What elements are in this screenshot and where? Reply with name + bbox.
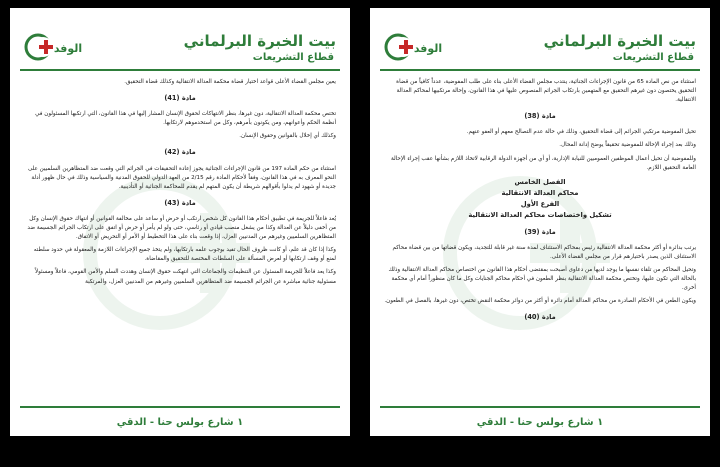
footer-divider [20,406,340,408]
section-heading: تشكيل واختصاصات محاكم العدالة الانتقالية [468,210,612,219]
wafd-logo [384,32,442,62]
svg-text:الوفد: الوفد [413,42,442,55]
header-title: بيت الخبرة البرلماني [543,32,696,50]
section-heading: الفرع الأول [520,199,560,208]
paragraph: وتحيل المحاكم من تلقاء نفسها ما يوجد لديها من دعاوى أصبحت بمقتضى أحكام هذا القانون من اختصاص محاكم العدالة الانتقالية وذلك بالحالة التي تكون عليها، وتختص محكمة العدالة الانتقالية بنظر الطعون في أحكام محاكم الجنايات وكل ما كان منظوراً أمام أي محكمة أخرى. [388,267,696,292]
paragraph: وكذلك أي إخلال بالقوانين وحقوق الإنسان. [239,133,336,140]
paragraph: استثناء من حكم المادة 197 من قانون الإجراءات الجنائية يجوز إعادة التحقيقات في الجرائم التي وقعت ضد المتظاهرين السلميين على النحو المعرف به في هذا القانون، وفقاً لأحكام المادة رقم 2/15 من العهد الدولي للحقوق المدنية والسياسية وذلك في حال ظهور أدلة جديدة أو شهود لم يدلوا بأقوالهم شريطة أن يكون المتهم لم يقدم للمحاكمة الجنائية أو التأديبية. [27,165,336,190]
section-heading: محاكم العدالة الانتقالية [501,188,579,197]
paragraph: استثناء من نص المادة 65 من قانون الإجراءات الجنائية، ينتدب مجلس القضاء الأعلى بناء على طلب المفوضية، عدداً كافياً من قضاة التحقيق يختصون دون غيرهم التحقيق مع المتهمين بارتكاب الجرائم المنصوص عليها في هذا القانون، وإحالة مرتكبيها لمحاكم العدالة الانتقالية. [396,79,696,104]
article-heading: مادة (42) [164,148,196,157]
header-subtitle: قطاع التشريعات [612,52,694,63]
paragraph: وكذا يعد فاعلاً للجريمة المسئول عن التنظيمات والجماعات التي انتهكت حقوق الإنسان وهددت السلم والأمن القومي، فاعلاً ومسئولاً مسئولية جنائية مباشرة عن الجرائم الجسيمة ضد المتظاهرين السلميين وغيرهم من المدنيين العزل، والمرتكبة [34,269,336,285]
header-divider [380,69,700,71]
page-footer: ١ شارع بولس حنا - الدقي [476,417,604,428]
page-body [384,78,696,394]
paragraph: يعين مجلس القضاء الأعلى قواعد اختيار قضاة محكمة العدالة الانتقالية وكذلك قضاة التحقيق. [124,79,336,85]
article-heading: مادة (41) [164,94,196,103]
header-subtitle: قطاع التشريعات [252,52,334,63]
page-footer: ١ شارع بولس حنا - الدقي [116,417,244,428]
paragraph: تحيل المفوضية مرتكبي الجرائم إلى قضاة التحقيق، وذلك في حالة عدم التصالح معهم أو العفو عنهم. [466,129,696,136]
page-body [24,78,336,394]
paragraph: يرتب بدائرة أو أكثر محكمة العدالة الانتقالية رئيس بمحاكم الاستئناف لمدة سنة غير قابلة للتجديد، ويكون قضاتها من بين قضاة محاكم الاستئناف الذين يصدر باختيارهم قرار من مجلس القضاء الأعلى. [392,244,696,260]
section-heading: الفصل الخامس [514,177,566,186]
paragraph: وللمفوضية أن تحيل أعمال الموظفين العموميين للنيابة الإدارية، أو أي من أجهزة الدولة الرقابية لاتخاذ اللازم بشأنها عقب إجراء الإحالة العامة التحقيق اللازم. [390,155,696,171]
header-divider [20,69,340,71]
article-heading: مادة (43) [164,198,196,207]
footer-divider [380,406,700,408]
article-heading: مادة (40) [524,313,556,322]
paragraph: وكذا إذا كان قد علم، أو كانت ظروف الحال تفيد بوجوب علمه بارتكابها، ولم يتخذ جميع الإجراءات اللازمة والمعقولة في حدود سلطته لمنع أو وقف ارتكابها أو لعرض المسألة على السلطات المختصة للتحقيق والمقاضاة. [33,247,336,263]
paragraph: يُعد فاعلاً للجريمة في تطبيق أحكام هذا القانون كل شخص ارتكب أو حرض أو ساعد على مخالفة القوانين أو انتهاك حقوق الإنسان وكل من أخفى دليلاً عن العدالة وكذا من يشغل منصب قيادي أو رئاسي، حتى ولو لم يأمر أو حرض أو اتفق على ارتكاب الجرائم الجسيمة ضد المتظاهرين السلميين وغيرهم من المدنيين العزل، إذا وقعت بناء على هذا التخطيط أو الأمر أو التحريض أو الاتفاق. [27,215,336,241]
paragraph: ويكون الطعن في الأحكام الصادرة من محاكم العدالة أمام دائرة أو أكثر من دوائر محكمة النقض تختص، دون غيرها، بالفصل في الطعون. [384,298,696,305]
svg-text:الوفد: الوفد [53,42,82,55]
article-heading: مادة (38) [524,112,556,121]
paragraph: تختص محكمة العدالة الانتقالية، دون غيرها، بنظر الانتهاكات لحقوق الإنسان المشار إليها في هذا القانون، التي ارتكبها المسئولون في أنظمة الحكم وأعوانهم، ومن يكونون بأمرهم، وكل من استخدموهم لارتكابها. [35,111,336,127]
page-header [10,8,350,70]
paragraph: وذلك بعد إجراء الإحالة للمفوضية تحقيقاً يوضح إدانة المحال. [559,142,696,149]
page-header [370,8,710,70]
header-title: بيت الخبرة البرلماني [183,32,336,50]
wafd-logo [24,32,82,62]
document-page-right [370,8,710,436]
article-heading: مادة (39) [524,227,556,236]
document-page-left [10,8,350,436]
